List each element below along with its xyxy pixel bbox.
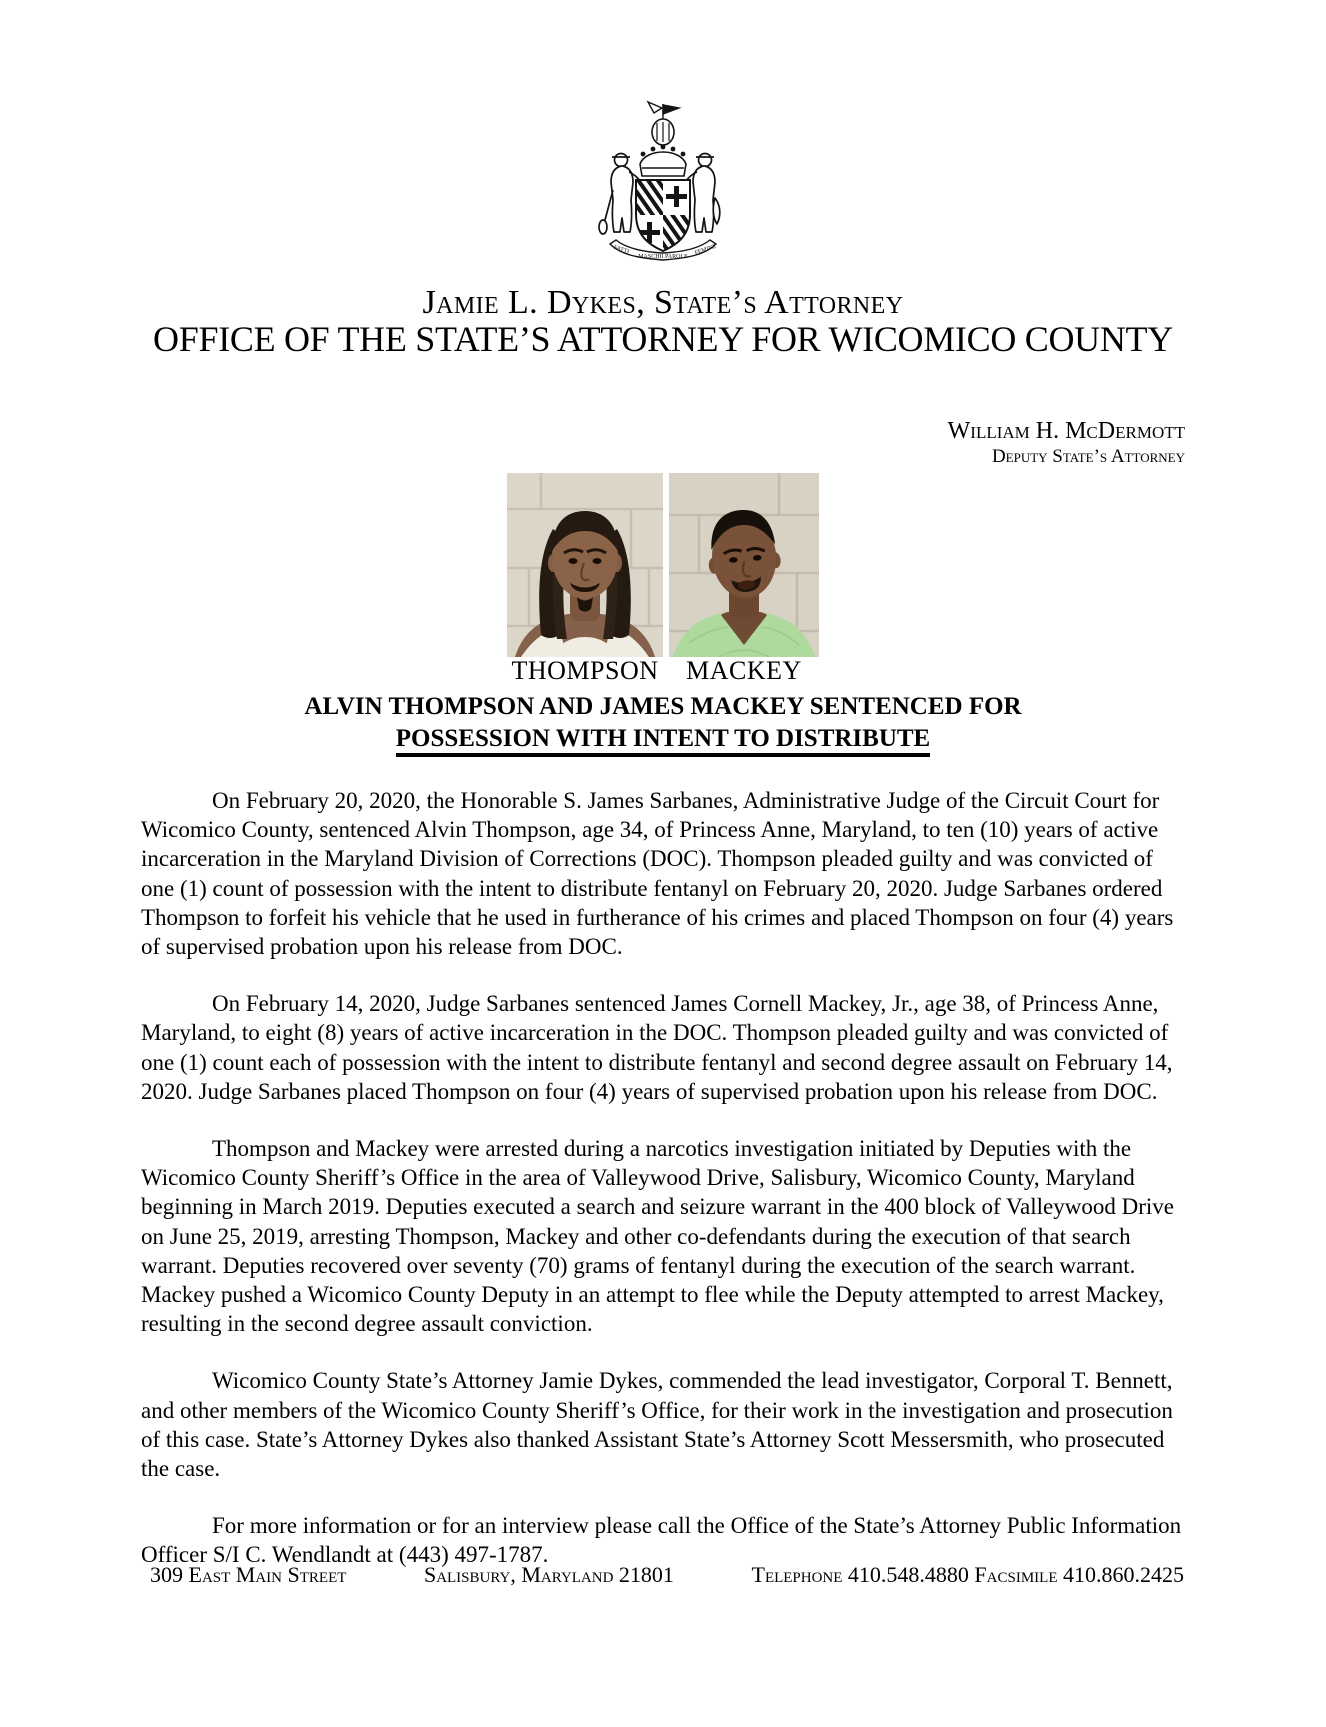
paragraph-4: Wicomico County State’s Attorney Jamie Dykes, commended the lead investigator, Corporal T. Bennett, and other members of the Wicomico County Sheriff’s Office, for their work in the investigation and prosecution of this case. State’s Attorney Dykes also thanked Assistant State’s Attorney Scott Messersmith, who prosecuted the case. — [141, 1368, 1173, 1482]
maryland-coat-of-arms — [588, 98, 738, 273]
paragraph-1: On February 20, 2020, the Honorable S. James Sarbanes, Administrative Judge of the Circuit Court for Wicomico County, sentenced Alvin Thompson, age 34, of Princess Anne, Maryland, to ten (10) years of active incarceration in the Maryland Division of Corrections (DOC). Thompson pleaded guilty and was convicted of one (1) count of possession with the intent to distribute fentanyl on February 20, 2020. Judge Sarbanes ordered Thompson to forfeit his vehicle that he used in furtherance of his crimes and placed Thompson on four (4) years of supervised probation upon his release from DOC. — [141, 788, 1174, 960]
footer-contact-line — [150, 1562, 1184, 1588]
deputy-name: William H. McDermott — [947, 418, 1185, 444]
deputy-block — [948, 418, 1185, 468]
paragraph-3: Thompson and Mackey were arrested during a narcotics investigation initiated by Deputies with the Wicomico County Sheriff’s Office in the area of Valleywood Drive, Salisbury, Wicomico County, Maryland beginning in March 2019. Deputies executed a search and seizure warrant in the 400 block of Valleywood Drive on June 25, 2019, arresting Thompson, Mackey and other co-defendants during the execution of that search warrant. Deputies recovered over seventy (70) grams of fentanyl during the execution of the search warrant. Mackey pushed a Wicomico County Deputy in an attempt to flee while the Deputy attempted to arrest Mackey, resulting in the second degree assault conviction. — [141, 1136, 1174, 1337]
footer-phone-fax: Telephone 410.548.4880 Facsimile 410.860.2425 — [751, 1562, 1184, 1587]
mugshot-photo-mackey — [669, 473, 819, 657]
caption-thompson: THOMPSON — [511, 656, 659, 685]
crest-motto-left: FATTI — [612, 244, 630, 256]
footer-city: Salisbury, Maryland 21801 — [423, 1562, 674, 1587]
mugshot-photos — [0, 473, 1326, 657]
paragraph-2: On February 14, 2020, Judge Sarbanes sentenced James Cornell Mackey, Jr., age 38, of Princess Anne, Maryland, to eight (8) years of active incarceration in the DOC. Thompson pleaded guilty and was convicted of one (1) count each of possession with the intent to distribute fentanyl and second degree assault on February 14, 2020. Judge Sarbanes placed Thompson on four (4) years of supervised probation upon his release from DOC. — [141, 991, 1173, 1104]
footer-address: 309 East Main Street — [150, 1562, 347, 1587]
headline-line2: POSSESSION WITH INTENT TO DISTRIBUTE — [396, 725, 931, 757]
coat-of-arms-icon — [588, 98, 738, 268]
headline — [0, 691, 1326, 755]
caption-mackey: MACKEY — [686, 656, 802, 685]
crest-motto-right: FEMINE — [694, 243, 718, 257]
office-name-line: OFFICE OF THE STATE’S ATTORNEY FOR WICOMICO COUNTY — [153, 319, 1173, 359]
photo-captions — [0, 656, 1326, 686]
mugshot-photo-thompson — [507, 473, 663, 657]
headline-line1: ALVIN THOMPSON AND JAMES MACKEY SENTENCED FOR — [304, 693, 1022, 720]
paragraph-5: For more information or for an interview please call the Office of the State’s Attorney Public Information Officer S/I C. Wendlandt at (443) 497-1787. — [141, 1513, 1182, 1568]
deputy-title: Deputy State’s Attorney — [991, 446, 1185, 467]
crest-motto-center: MASCHII PAROLE — [638, 254, 688, 260]
attorney-name-line: Jamie L. Dykes, State’s Attorney — [422, 284, 904, 321]
body-text — [141, 786, 1185, 1598]
